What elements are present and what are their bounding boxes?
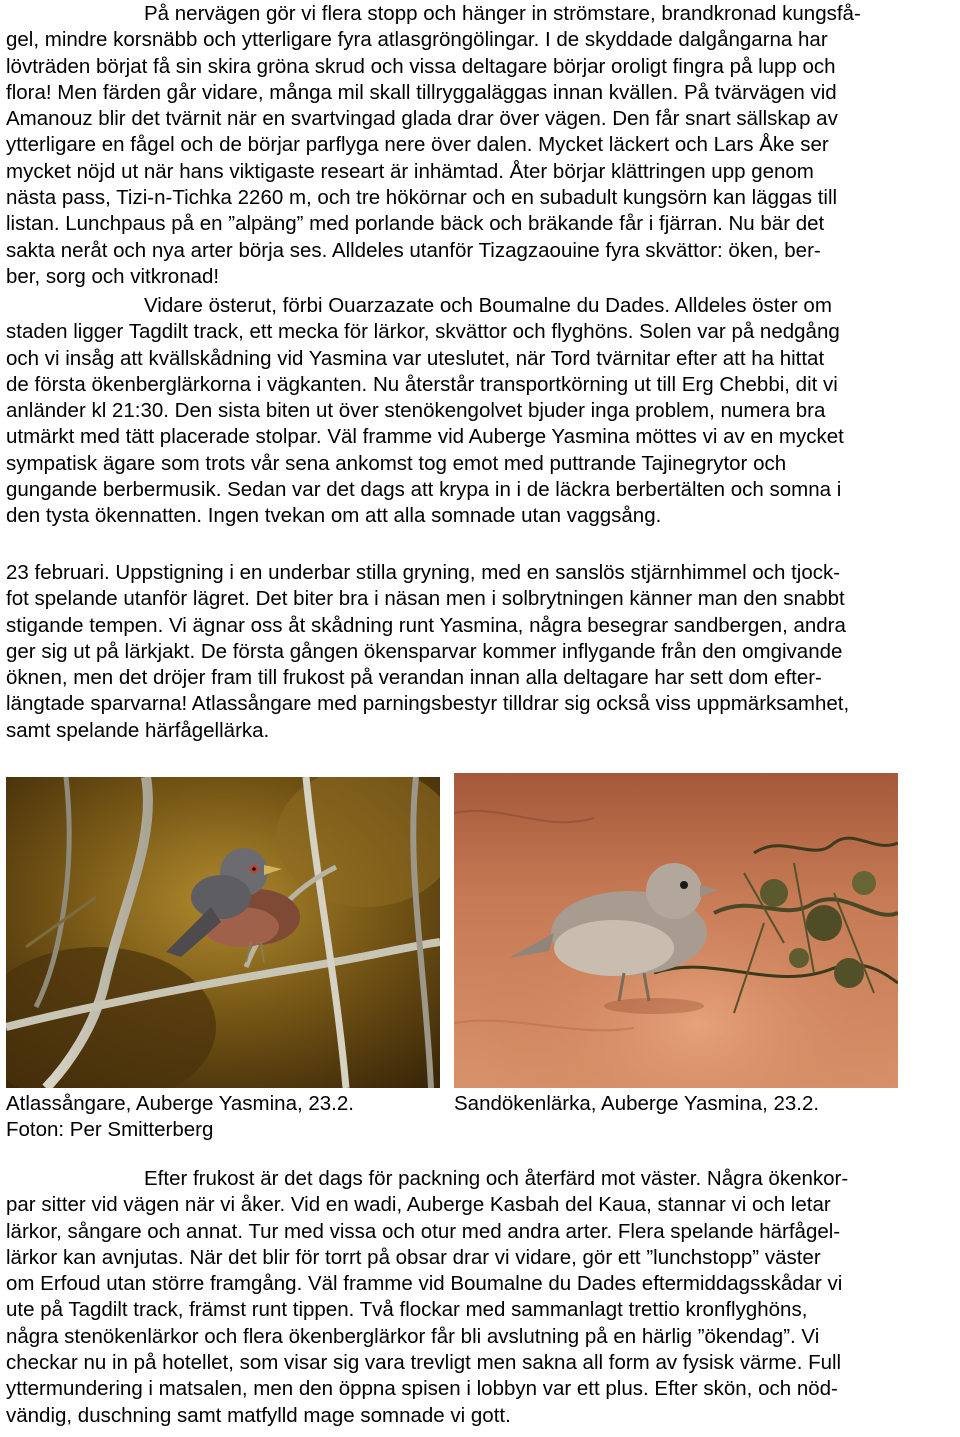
text-line: vändig, duschning samt matfylld mage somnade vi gott.: [6, 1403, 511, 1427]
text-line: om Erfoud utan större framgång. Väl framme vid Boumalne du Dades eftermiddagsskådar vi: [6, 1272, 843, 1296]
text-line: gel, mindre korsnäbb och ytterligare fyra atlasgröngölingar. I de skyddade dalgångarna har: [6, 28, 828, 52]
text-line: gungande berbermusik. Sedan var det dags att krypa in i de läckra berbertälten och somna i: [6, 478, 842, 502]
paragraph-1: [6, 1, 956, 290]
text-line: lövträden börjat få sin skira gröna skrud och vissa deltagare börjar oroligt fingra på lupp och: [6, 54, 836, 78]
text-line: längtade sparvarna! Atlassångare med parningsbestyr tilldrar sig också viss uppmärksamhet,: [6, 692, 850, 716]
text-line: ute på Tagdilt track, främst runt tippen. Två flockar med sammanlagt trettio kronflyghöns,: [6, 1298, 808, 1322]
text-line: den tysta ökennatten. Ingen tvekan om att alla somnade utan vaggsång.: [6, 504, 662, 528]
text-line: sympatisk ägare som trots vår sena ankomst tog emot med puttrande Tajinegrytor och: [6, 451, 787, 475]
text-line: flora! Men färden går vidare, många mil skall tillryggaläggas innan kvällen. På tvärvägen vid: [6, 80, 837, 104]
text-line: samt spelande härfågellärka.: [6, 718, 270, 742]
text-line: lärkor kan avnjutas. När det blir för torrt på obsar drar vi vidare, gör ett ”lunchstopp” väster: [6, 1245, 821, 1269]
text-line: På nervägen gör vi flera stopp och hänger in strömstare, brandkronad kungsfå-: [144, 2, 861, 25]
text-line: fot spelande utanför lägret. Det biter bra i näsan men i solbrytningen känner man den snabbt: [6, 587, 845, 611]
text-line: staden ligger Tagdilt track, ett mecka för lärkor, skvättor och flyghöns. Solen var på nedgång: [6, 320, 840, 344]
text-line: några stenökenlärkor och flera ökenberglärkor får bli avslutning på en härlig ”ökendag”. Vi: [6, 1324, 820, 1348]
text-line: de första ökenberglärkorna i vägkanten. Nu återstår transportkörning ut till Erg Chebbi, dit vi: [6, 372, 838, 396]
warbler-photo: [6, 777, 440, 1088]
text-line: 23 februari. Uppstigning i en underbar stilla gryning, med en sanslös stjärnhimmel och tjock-: [6, 561, 841, 584]
text-line: mycket nöjd ut när hans viktigaste researt är inhämtad. Åter börjar klättringen upp genom: [6, 159, 814, 183]
desert-lark-photo: [454, 773, 898, 1088]
text-line: Vidare österut, förbi Ouarzazate och Boumalne du Dades. Alldeles öster om: [144, 294, 832, 317]
photo-credit: Foton: Per Smitterberg: [6, 1118, 214, 1141]
text-line: yttermundering i matsalen, men den öppna spisen i lobbyn var ett plus. Efter skön, och nöd-: [6, 1377, 838, 1401]
text-line: Efter frukost är det dags för packning och återfärd mot väster. Några ökenkor-: [144, 1167, 849, 1190]
paragraph-2: [6, 293, 956, 530]
text-line: stigande tempen. Vi ägnar oss åt skådning runt Yasmina, några besegrar sandbergen, andra: [6, 613, 846, 637]
text-line: listan. Lunchpaus på en ”alpäng” med porlande bäck och bräkande får i fjärran. Nu bär det: [6, 212, 825, 236]
text-line: checkar nu in på hotellet, som visar sig vara trevligt men sakna all form av fysisk värme. Full: [6, 1351, 842, 1375]
paragraph-3: [6, 560, 956, 744]
text-line: ger sig ut på lärkjakt. De första gången ökensparvar kommer inflygande från den omgivande: [6, 639, 843, 663]
text-line: nästa pass, Tizi-n-Tichka 2260 m, och tre hökörnar och en subadult kungsörn kan läggas till: [6, 186, 838, 210]
paragraph-4: [6, 1166, 956, 1429]
photo-caption-2: Sandökenlärka, Auberge Yasmina, 23.2.: [454, 1092, 820, 1115]
text-line: anländer kl 21:30. Den sista biten ut över stenökengolvet bjuder inga problem, numera bra: [6, 399, 826, 423]
text-line: ber, sorg och vitkronad!: [6, 264, 220, 288]
text-line: par sitter vid vägen när vi åker. Vid en wadi, Auberge Kasbah del Kaua, stannar vi och letar: [6, 1193, 831, 1217]
text-line: lärkor, sångare och annat. Tur med vissa och otur med andra arter. Flera spelande härfågel-: [6, 1219, 841, 1243]
text-line: öknen, men det dröjer fram till frukost på verandan innan alla deltagare har sett dom efter-: [6, 666, 822, 690]
text-line: ytterligare en fågel och de börjar parflyga nere över dalen. Mycket läckert och Lars Åke ser: [6, 133, 829, 157]
text-line: utmärkt med tätt placerade stolpar. Väl framme vid Auberge Yasmina möttes vi av en mycket: [6, 425, 844, 449]
text-line: sakta neråt och nya arter börja ses. Alldeles utanför Tizagzaouine fyra skvättor: öken, ber-: [6, 238, 821, 262]
text-line: och vi insåg att kvällskådning vid Yasmina var uteslutet, när Tord tvärnitar efter att ha hittat: [6, 346, 825, 370]
text-line: Amanouz blir det tvärnit när en svartvingad glada drar över vägen. Den får snart sällskap av: [6, 107, 838, 131]
photo-caption-1: Atlassångare, Auberge Yasmina, 23.2.: [6, 1092, 354, 1115]
